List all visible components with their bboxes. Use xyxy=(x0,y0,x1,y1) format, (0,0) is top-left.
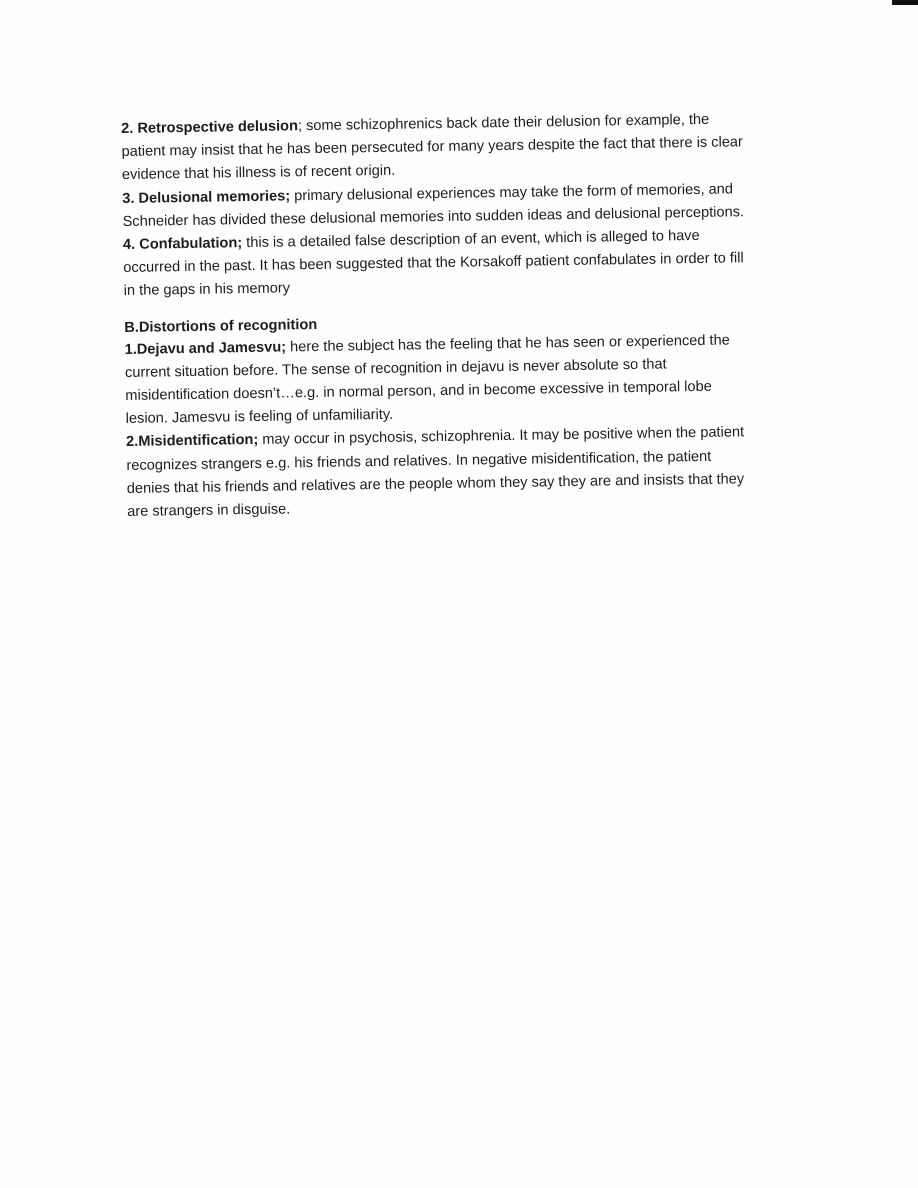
item-term: 2.Misidentification; xyxy=(125,432,259,451)
item-term: 4. Confabulation; xyxy=(122,235,243,253)
item-text: here the subject has the feeling that he has seen or experienced the current situation before. The sense of recognition in dejavu is never absolute so that misidentification doesn’t…e.g. in normal person, and in become excessive in temporal lobe lesion. Jamesvu is feeling of unfamiliarity. xyxy=(124,332,730,428)
document-body xyxy=(121,108,749,524)
item-text: may occur in psychosis, schizophrenia. It may be positive when the patient recognizes strangers e.g. his friends and relatives. In negative misidentification, the patient denies that his friends and relatives are the people whom they say they are and insists that they are strangers in disguise. xyxy=(126,424,745,520)
item-misidentification xyxy=(126,422,749,525)
item-text: ; some schizophrenics back date their delusion for example, the patient may insist that he has been persecuted for many years despite the fact that there is clear evidence that his illness is of recent origin. xyxy=(121,111,743,184)
item-text: primary delusional experiences may take the form of memories, and Schneider has divided these delusional memories into sudden ideas and delusional perceptions. xyxy=(122,181,745,230)
item-dejavu-jamesvu xyxy=(124,329,747,432)
item-text: this is a detailed false description of an event, which is alleged to have occurred in the past. It has been suggested that the Korsakoff patient confabulates in order to fill in the gaps in his memory xyxy=(123,227,744,300)
scan-edge-mark xyxy=(892,0,918,5)
item-term: 2. Retrospective delusion xyxy=(121,118,299,137)
item-term: 3. Delusional memories; xyxy=(122,187,291,207)
item-confabulation xyxy=(123,224,746,303)
section-heading: B.Distortions of recognition xyxy=(124,316,318,336)
item-retrospective-delusion xyxy=(121,108,744,187)
item-term: 1.Dejavu and Jamesvu; xyxy=(124,339,287,358)
